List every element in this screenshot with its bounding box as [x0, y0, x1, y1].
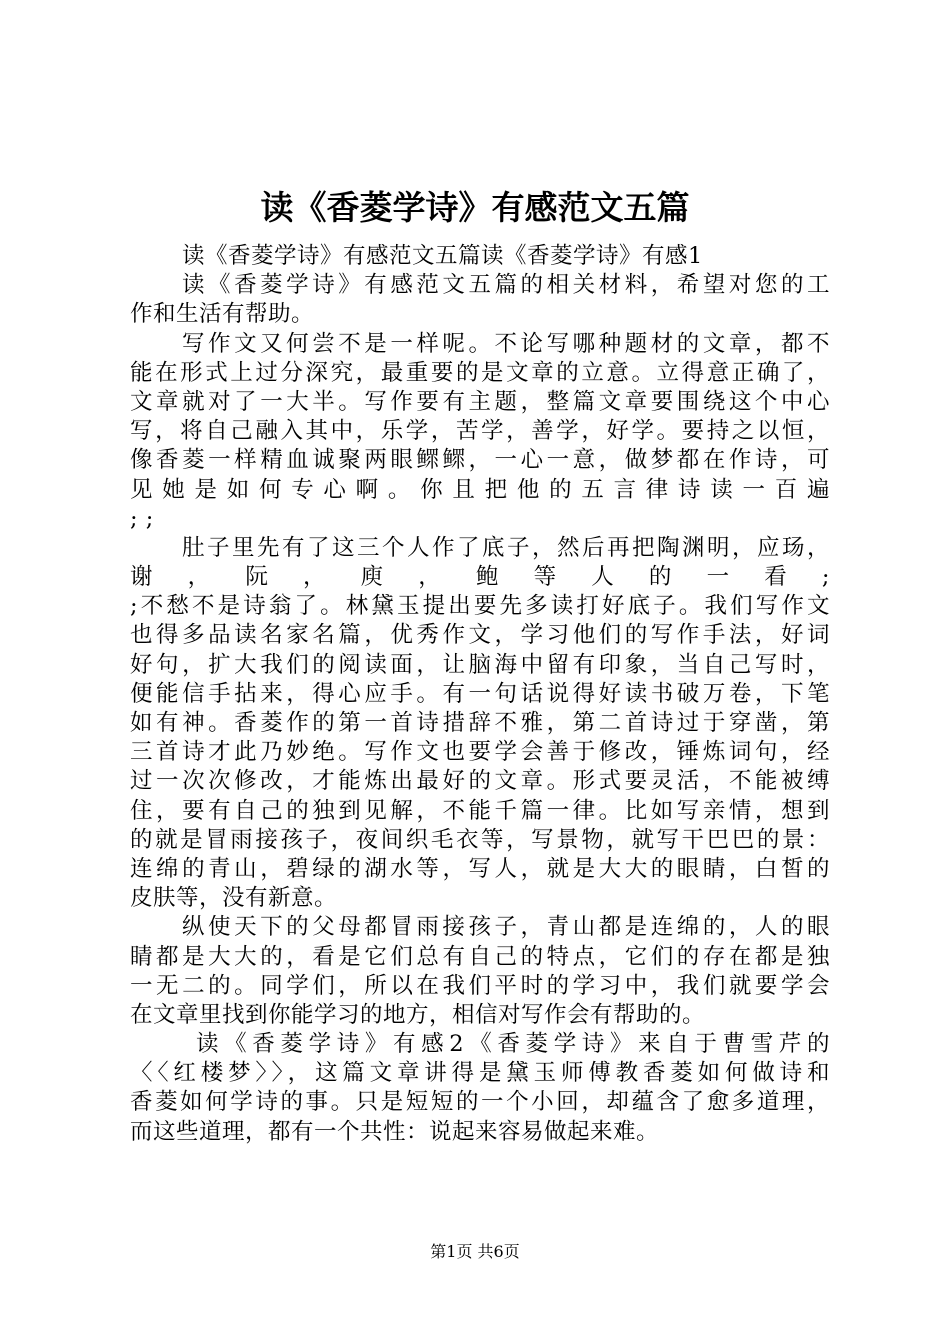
- body-line: 写作文又何尝不是一样呢。不论写哪种题材的文章，都不: [182, 330, 830, 357]
- body-line: 肚子里先有了这三个人作了底子，然后再把陶渊明，应玚，: [182, 534, 830, 561]
- body-line: 作和生活有帮助。: [130, 301, 315, 328]
- body-line: ;不愁不是诗翁了。林黛玉提出要先多读打好底子。我们写作文: [130, 593, 830, 620]
- page-footer: 第1页 共6页: [430, 1242, 520, 1261]
- body-line: 读《香菱学诗》有感2《香菱学诗》来自于曹雪芹的: [196, 1031, 830, 1058]
- body-line: 好句，扩大我们的阅读面，让脑海中留有印象，当自己写时，: [130, 651, 830, 678]
- body-line: 谢 ， 阮 ， 庾 ， 鲍 等 人 的 一 看 ;: [130, 564, 830, 591]
- body-line: 过一次次修改，才能炼出最好的文章。形式要灵活，不能被缚: [130, 768, 830, 795]
- body-line: 像香菱一样精血诚聚两眼鳏鳏，一心一意，做梦都在作诗，可: [130, 447, 830, 474]
- body-line: 在文章里找到你能学习的地方，相信对写作会有帮助的。: [130, 1001, 706, 1028]
- body-line: 便能信手拈来，得心应手。有一句话说得好读书破万卷，下笔: [130, 680, 830, 707]
- body-line: 连绵的青山，碧绿的湖水等，写人，就是大大的眼睛，白皙的: [130, 855, 830, 882]
- body-line: 写，将自己融入其中，乐学，苦学，善学，好学。要持之以恒，: [130, 418, 830, 445]
- body-line: 的就是冒雨接孩子，夜间织毛衣等，写景物，就写干巴巴的景：: [130, 826, 830, 853]
- body-line: 住，要有自己的独到见解，不能千篇一律。比如写亲情，想到: [130, 797, 830, 824]
- body-line: 纵使天下的父母都冒雨接孩子，青山都是连绵的，人的眼: [182, 914, 830, 941]
- body-line: 〈〈红楼梦〉〉，这篇文章讲得是黛玉师傅教香菱如何做诗和: [130, 1060, 830, 1087]
- body-line: 读《香菱学诗》有感范文五篇读《香菱学诗》有感1: [182, 243, 703, 269]
- body-line: 而这些道理，都有一个共性：说起来容易做起来难。: [130, 1118, 660, 1145]
- body-line: 香菱如何学诗的事。只是短短的一个小回，却蕴含了愈多道理，: [130, 1089, 830, 1116]
- document-body: [130, 242, 830, 1147]
- body-line: 一无二的。同学们，所以在我们平时的学习中，我们就要学会: [130, 972, 830, 999]
- body-line: 睛都是大大的，看是它们总有自己的特点，它们的存在都是独: [130, 943, 830, 970]
- body-line: 读《香菱学诗》有感范文五篇的相关材料，希望对您的工: [182, 272, 830, 299]
- body-line: ; ;: [130, 505, 154, 532]
- body-line: 能在形式上过分深究，最重要的是文章的立意。立得意正确了，: [130, 359, 830, 386]
- body-line: 如有神。香菱作的第一首诗措辞不雅，第二首诗过于穿凿，第: [130, 710, 830, 736]
- body-line: 文章就对了一大半。写作要有主题，整篇文章要围绕这个中心: [130, 388, 830, 415]
- document-title: 读《香菱学诗》有感范文五篇: [260, 188, 690, 227]
- body-line: 见 她 是 如 何 专 心 啊 。 你 且 把 他 的 五 言 律 诗 读 一 百 遍: [130, 476, 830, 503]
- body-line: 皮肤等，没有新意。: [130, 885, 338, 912]
- body-line: 三首诗才此乃妙绝。写作文也要学会善于修改，锤炼词句，经: [130, 739, 830, 766]
- body-line: 也得多品读名家名篇，优秀作文，学习他们的写作手法，好词: [130, 622, 830, 649]
